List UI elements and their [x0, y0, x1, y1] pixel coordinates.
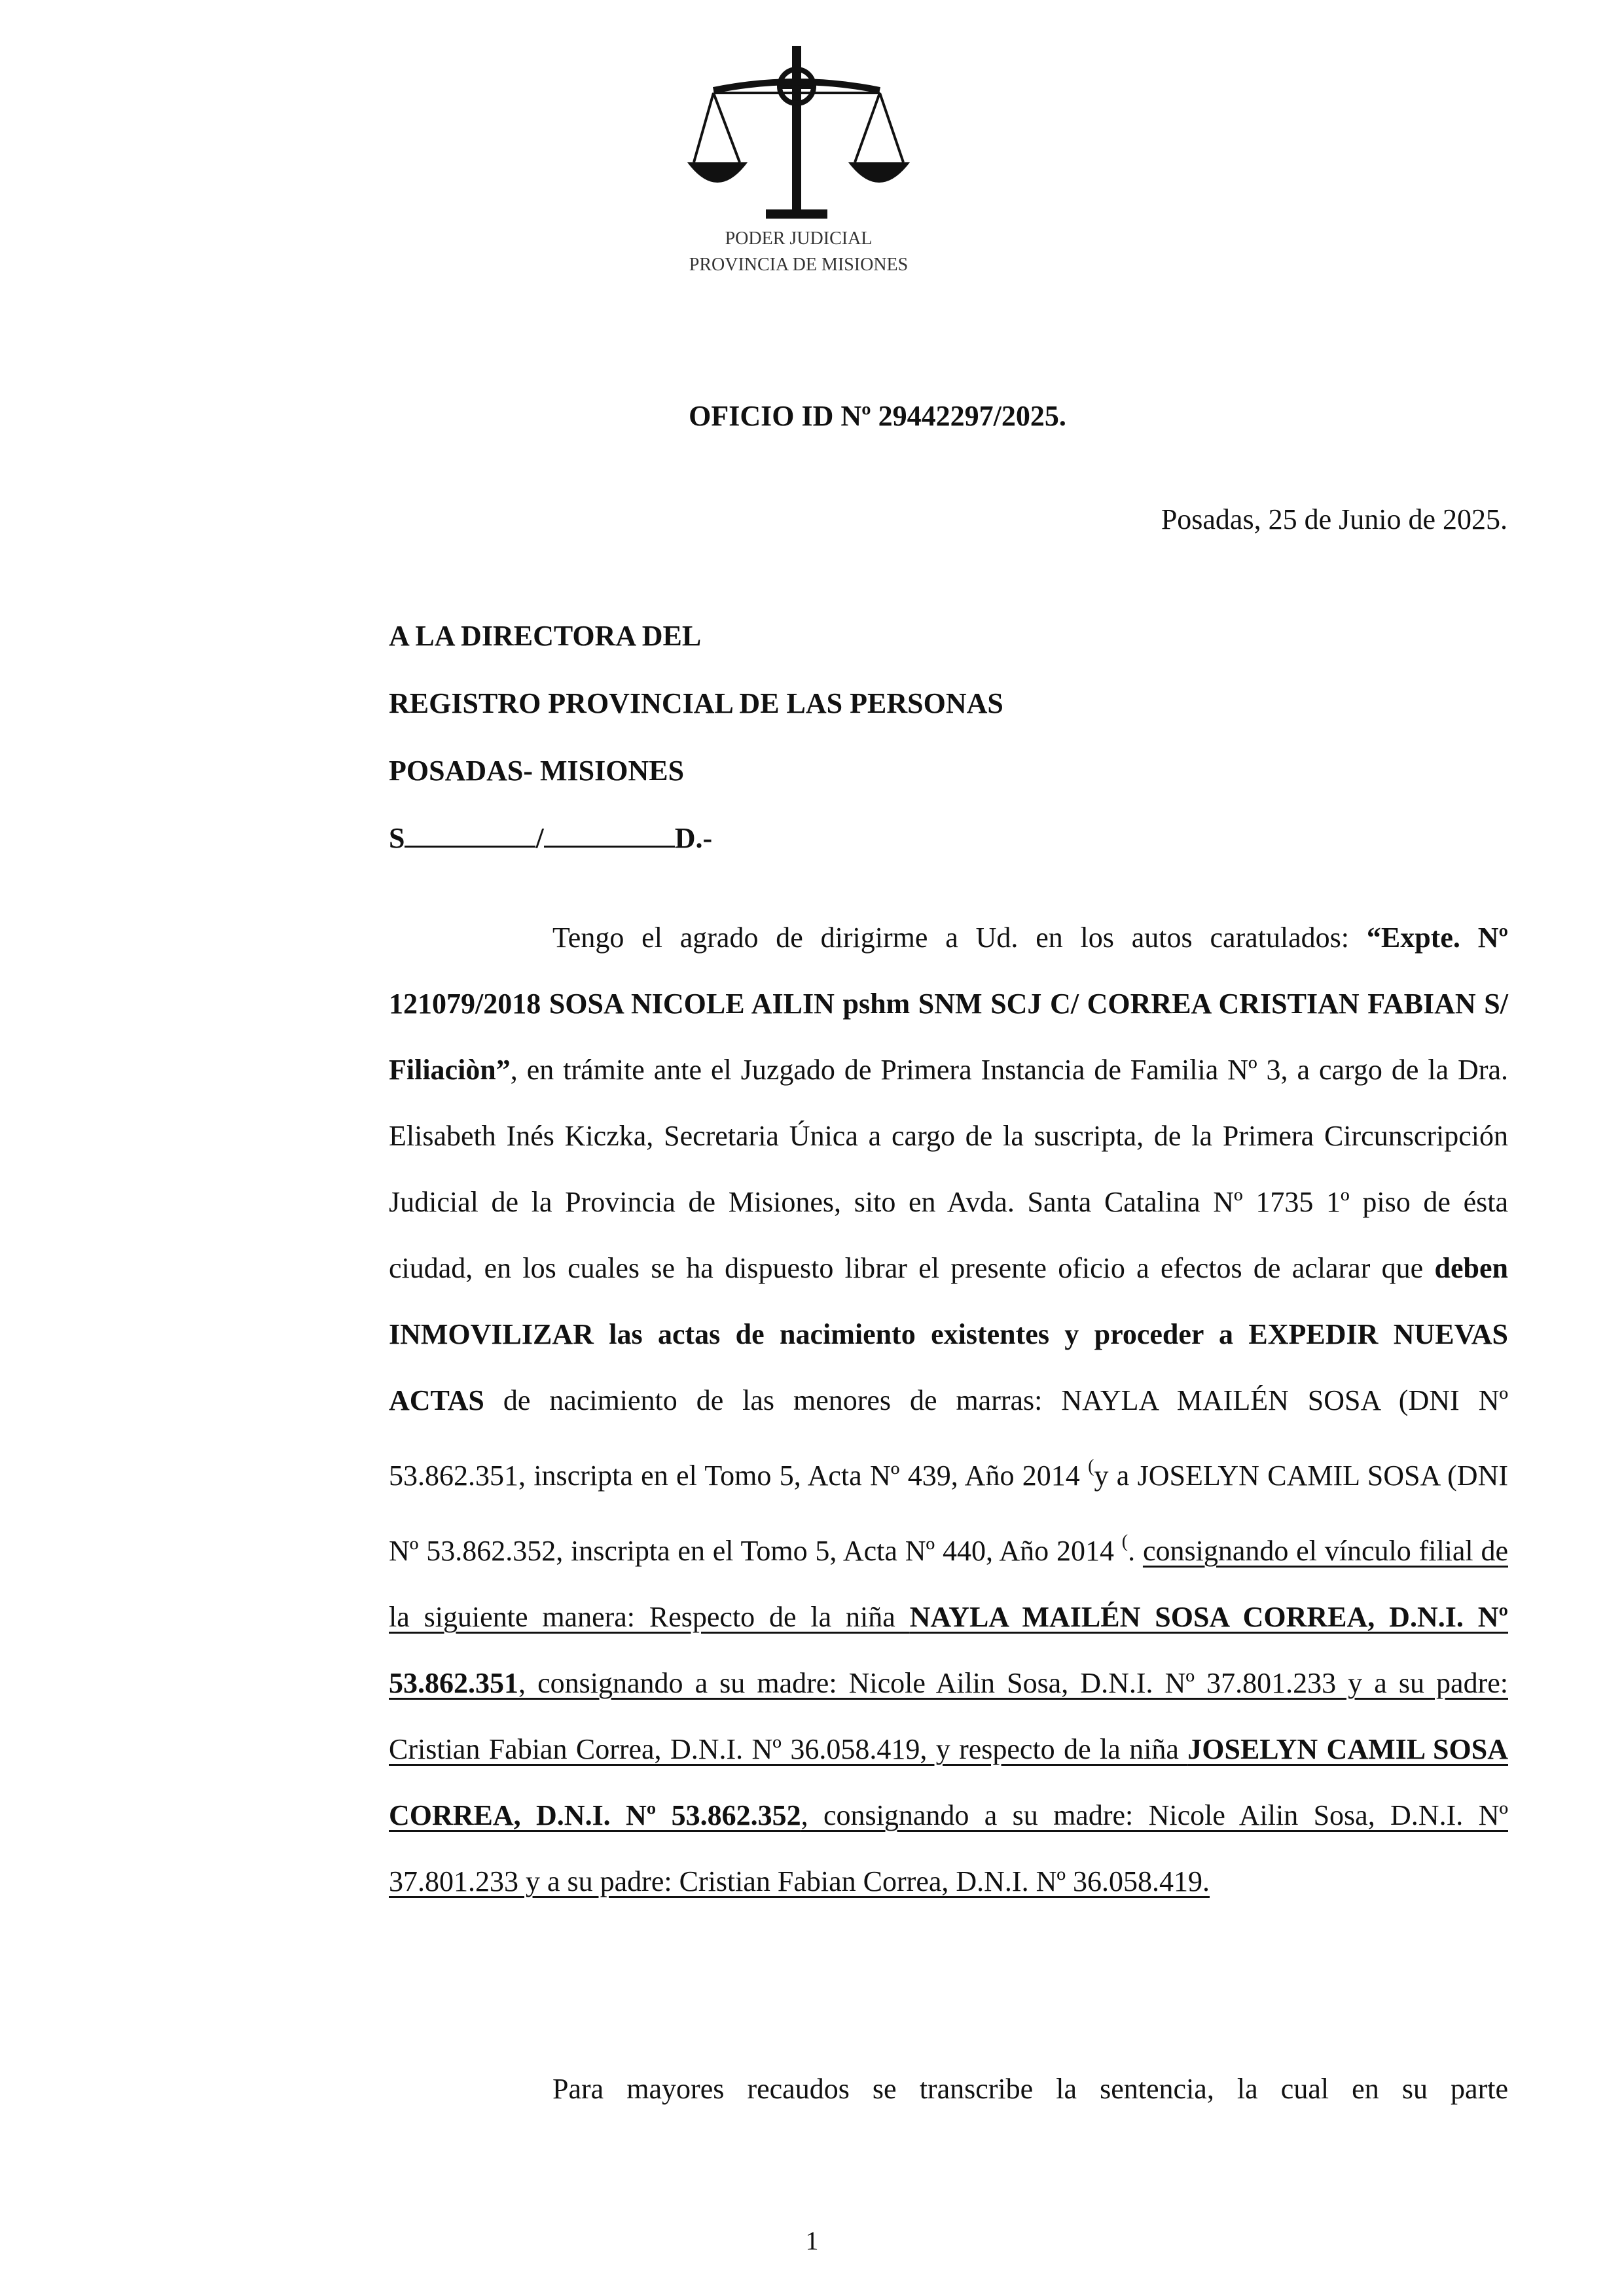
addressee-line-2: REGISTRO PROVINCIAL DE LAS PERSONAS: [389, 687, 1003, 719]
paren-1: (: [1088, 1456, 1094, 1477]
sd-s: S: [389, 822, 405, 854]
child-1-name: NAYLA MAILÉN SOSA CORREA, D.N.I. Nº 53.862.351: [389, 1601, 1509, 1699]
underlined-text-1: consignando el vínculo filial de la siguiente manera: Respecto de la niña: [389, 1535, 1508, 1633]
body-paragraph: [389, 905, 1508, 1914]
body-text-5: .: [1128, 1535, 1143, 1567]
addressee-block: [389, 602, 1003, 872]
last-paragraph-text: Para mayores recaudos se transcribe la sentencia, la cual en su parte: [552, 2073, 1508, 2105]
body-text-4: y a JOSELYN CAMIL SOSA (DNI Nº 53.862.352, inscripta en el Tomo 5, Acta Nº 440, Año 2014: [389, 1460, 1508, 1567]
page-number: 1: [805, 2226, 819, 2255]
document-date: Posadas, 25 de Junio de 2025.: [1161, 503, 1507, 535]
logo-line-1: PODER JUDICIAL: [725, 228, 873, 249]
body-text-3: de nacimiento de las menores de marras: NAYLA MAILÉN SOSA (DNI Nº 53.862.351, inscripta en el Tomo 5, Acta Nº 439, Año 2014: [389, 1384, 1508, 1492]
sd-slash: /: [535, 822, 544, 854]
addressee-line-1: A LA DIRECTORA DEL: [389, 620, 702, 652]
last-paragraph: [389, 2056, 1508, 2122]
underlined-text-2: , consignando a su madre: Nicole Ailin Sosa, D.N.I. Nº 37.801.233 y a su padre: Cristian Fabian Correa, D.N.I. Nº 36.058.419, y respecto de la niña: [389, 1667, 1508, 1765]
child-2-name: JOSELYN CAMIL SOSA CORREA, D.N.I. Nº 53.862.352: [389, 1733, 1508, 1831]
body-text-2: , en trámite ante el Juzgado de Primera Instancia de Familia Nº 3, a cargo de la Dra. Elisabeth Inés Kiczka, Secretaria Única a cargo de la suscripta, de la Primera Circunscripción Judicial de la Provincia de Misiones, sito en Avda. Santa Catalina Nº 1735 1º piso de ésta ciudad, en los cuales se ha dispuesto librar el presente oficio a efectos de aclarar que: [389, 1054, 1508, 1284]
salutation-sd: [389, 804, 1003, 872]
paren-2: (: [1121, 1532, 1128, 1552]
case-title: “Expte. Nº 121079/2018 SOSA NICOLE AILIN pshm SNM SCJ C/ CORREA CRISTIAN FABIAN S/ Filiaciòn”: [389, 922, 1508, 1086]
logo-line-2: PROVINCIA DE MISIONES: [689, 255, 909, 275]
sd-blank-1: [405, 823, 535, 848]
sd-d: D.-: [674, 822, 713, 854]
body-text-1: Tengo el agrado de dirigirme a Ud. en los autos caratulados:: [552, 922, 1367, 954]
logo-caption: [655, 226, 943, 278]
addressee-line-3: POSADAS- MISIONES: [389, 755, 685, 787]
underlined-text-3: , consignando a su madre: Nicole Ailin Sosa, D.N.I. Nº 37.801.233 y a su padre: Cristian Fabian Correa, D.N.I. Nº 36.058.419.: [389, 1799, 1508, 1897]
order-text: deben INMOVILIZAR las actas de nacimiento existentes y proceder a EXPEDIR NUEVAS ACTAS: [389, 1252, 1508, 1416]
document-title: OFICIO ID Nº 29442297/2025.: [689, 400, 1066, 432]
sd-blank-2: [544, 823, 675, 848]
